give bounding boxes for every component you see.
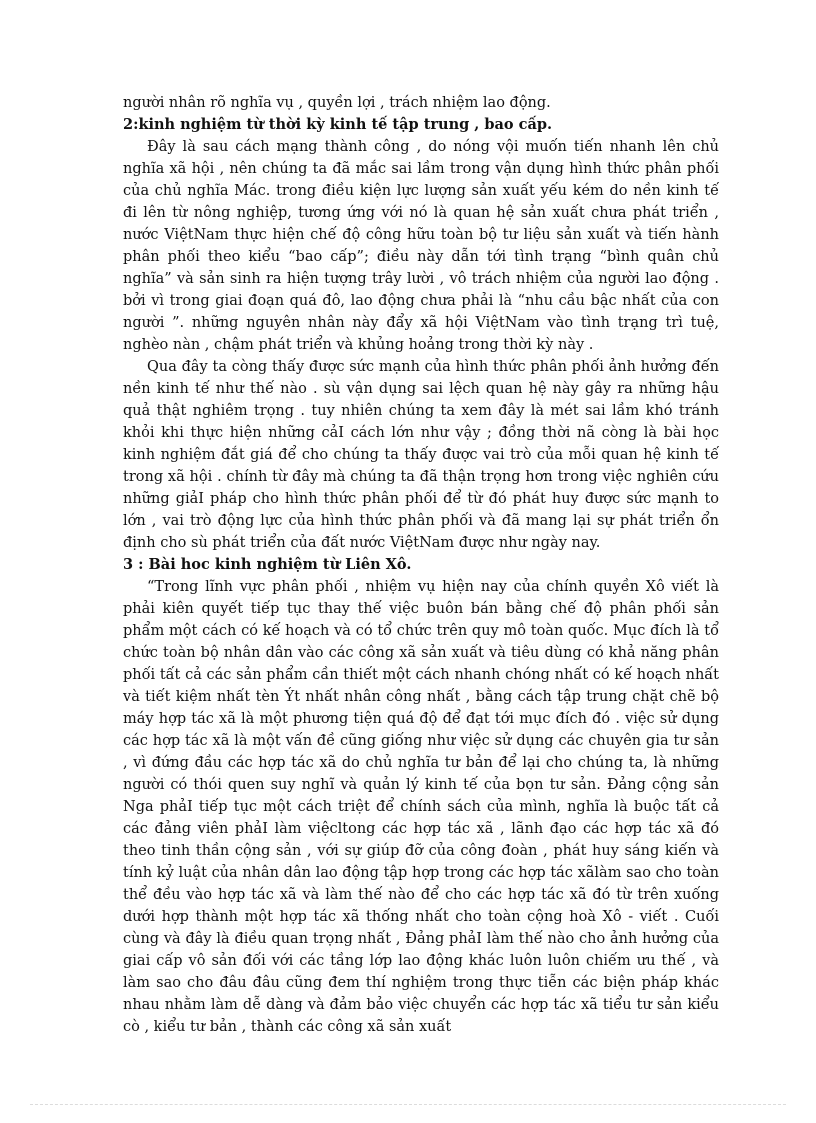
section-2-paragraph-1: Đây là sau cách mạng thành công , do nóng vội muốn tiến nhanh lên chủ nghĩa xã hội , nên chúng ta đã mắc sai lầm trong vận dụng hình thức phân phối của chủ nghĩa Mác. trong điều kiện lực lượng sản xuất yếu kém do nền kinh tế đi lên từ nông nghiệp, tương ứng với nó là quan hệ sản xuất chưa phát triển , nước ViệtNam thực hiện chế độ công hữu toàn bộ tư liệu sản xuất và tiến hành phân phối theo kiểu “bao cấp”; điều này dẫn tới tình trạng “bình quân chủ nghĩa” và sản sinh ra hiện tượng trây lười , vô trách nhiệm của người lao động . bởi vì trong giai đoạn quá đô, lao động chưa phải là “nhu cầu bậc nhất của con người ”. những nguyên nhân này đẩy xã hội ViệtNam vào tình trạng trì tuệ, nghèo nàn , chậm phát triển và khủng hoảng trong thời kỳ này . bbox=[123, 139, 719, 353]
section-2-heading: 2:kinh nghiệm từ thời kỳ kinh tế tập trung , bao cấp. bbox=[123, 116, 553, 133]
page-bottom-divider bbox=[30, 1104, 786, 1105]
section-3-heading: 3 : Bài hoc kinh nghiệm từ Liên Xô. bbox=[123, 556, 412, 573]
section-2-paragraph-2: Qua đây ta còng thấy được sức mạnh của hình thức phân phối ảnh hưởng đến nền kinh tế như thế nào . sù vận dụng sai lệch quan hệ này gây ra những hậu quả thật nghiêm trọng . tuy nhiên chúng ta xem đây là mét sai lầm khó tránh khỏi khi thực hiện những cảI cách lớn như vậy ; đồng thời nã còng là bài học kinh nghiệm đắt giá để cho chúng ta thấy được vai trò của mỗi quan hệ kinh tế trong xã hội . chính từ đây mà chúng ta đã thận trọng hơn trong việc nghiên cứu những giảI pháp cho hình thức phân phối để từ đó phát huy được sức mạnh to lớn , vai trò động lực của hình thức phân phối và đã mang lại sự phát triển ổn định cho sù phát triển của đất nước ViệtNam được như ngày nay. bbox=[123, 359, 719, 551]
opening-line: người nhân rõ nghĩa vụ , quyền lợi , trách nhiệm lao động. bbox=[123, 95, 551, 111]
document-body bbox=[123, 92, 719, 1038]
section-3-paragraph-1: “Trong lĩnh vực phân phối , nhiệm vụ hiện nay của chính quyền Xô viết là phải kiên quyết tiếp tục thay thế việc buôn bán bằng chế độ phân phối sản phẩm một cách có kế hoạch và có tổ chức trên quy mô toàn quốc. Mục đích là tổ chức toàn bộ nhân dân vào các công xã sản xuất và tiêu dùng có khả năng phân phối tất cả các sản phẩm cần thiết một cách nhanh chóng nhất có kế hoạch nhất và tiết kiệm nhất tèn Ýt nhất nhân công nhất , bằng cách tập trung chặt chẽ bộ máy hợp tác xã là một phương tiện quá độ để đạt tới mục đích đó . việc sử dụng các hợp tác xã là một vấn đề cũng giống như việc sử dụng các chuyên gia tư sản , vì đứng đầu các hợp tác xã do chủ nghĩa tư bản để lại cho chúng ta, là những người có thói quen suy nghĩ và quản lý kinh tế của bọn tư sản. Đảng cộng sản Nga phảI tiếp tục một cách triệt để chính sách của mình, nghĩa là buộc tất cả các đảng viên phảI làm việcltong các hợp tác xã , lãnh đạo các hợp tác xã đó theo tinh thần cộng sản , với sự giúp đỡ của công đoàn , phát huy sáng kiến và tính kỷ luật của nhân dân lao động tập hợp trong các hợp tác xãlàm sao cho toàn thể đều vào hợp tác xã và làm thế nào để cho các hợp tác xã đó từ trên xuống dưới hợp thành một hợp tác xã thống nhất cho toàn cộng hoà Xô - viết . Cuối cùng và đây là điều quan trọng nhất , Đảng phảI làm thế nào cho ảnh hưởng của giai cấp vô sản đối với các tầng lớp lao động khác luôn luôn chiếm ưu thế , và làm sao cho đâu đâu cũng đem thí nghiệm trong thực tiễn các biện pháp khác nhau nhằm làm dễ dàng và đảm bảo việc chuyển các hợp tác xã tiểu tư sản kiểu cò , kiểu tư bản , thành các công xã sản xuất bbox=[123, 579, 719, 1035]
